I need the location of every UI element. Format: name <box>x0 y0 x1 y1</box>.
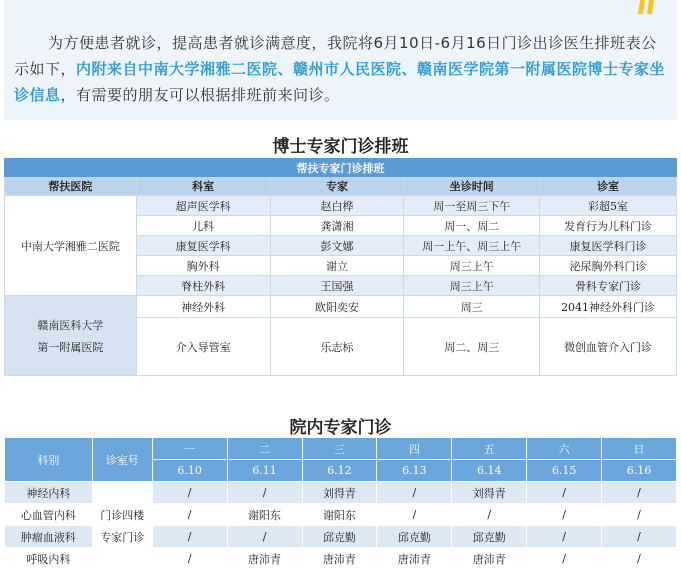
cell-expert: 乐志标 <box>270 318 404 376</box>
cell-doctor: 唐沛青 <box>377 548 452 570</box>
header-day: 六 <box>527 438 602 460</box>
cell-doctor: / <box>152 482 227 504</box>
cell-room <box>92 482 152 570</box>
cell-dept: 神经外科 <box>136 296 270 318</box>
cell-time: 周一、周二 <box>404 216 540 236</box>
cell-doctor: / <box>527 504 602 526</box>
table-caption: 帮扶专家门诊排班 <box>5 159 677 177</box>
cell-room: 康复医学科门诊 <box>540 236 677 256</box>
cell-time: 周一至周三下午 <box>404 196 540 216</box>
cell-doctor: 谢阳东 <box>302 504 377 526</box>
section-title-doctor-experts: 博士专家门诊排班 <box>272 137 409 157</box>
table-row <box>5 296 677 318</box>
cell-doctor: 邱克勤 <box>302 526 377 548</box>
header-hospital: 帮扶医院 <box>5 177 137 196</box>
cell-dept: 心血管内科 <box>5 504 93 526</box>
cell-doctor: / <box>452 504 527 526</box>
cell-room: 微创血管介入门诊 <box>540 318 677 376</box>
cell-expert: 王国强 <box>270 276 404 296</box>
expert-schedule-table <box>4 158 677 376</box>
table-row <box>5 482 677 504</box>
cell-doctor: / <box>602 548 677 570</box>
cell-doctor: / <box>227 482 302 504</box>
inhouse-schedule-table <box>4 437 677 570</box>
cell-doctor: / <box>527 482 602 504</box>
cell-doctor: 刘得青 <box>452 482 527 504</box>
cell-room: 泌尿胸外科门诊 <box>540 256 677 276</box>
header-expert: 专家 <box>270 177 404 196</box>
header-department: 科室 <box>136 177 270 196</box>
header-day: 四 <box>377 438 452 460</box>
cell-doctor: 唐沛青 <box>452 548 527 570</box>
cell-dept: 儿科 <box>136 216 270 236</box>
intro-text-before: 为方便患者就诊，提高患者就诊满意度，我院将6月10日-6月16日门诊出诊医生排班表公示如下， <box>14 34 657 78</box>
header-day: 日 <box>602 438 677 460</box>
cell-doctor: / <box>527 526 602 548</box>
cell-dept: 超声医学科 <box>136 196 270 216</box>
header-day: 二 <box>227 438 302 460</box>
cell-dept: 康复医学科 <box>136 236 270 256</box>
cell-doctor: / <box>602 482 677 504</box>
cell-room: 彩超5室 <box>540 196 677 216</box>
cell-doctor: 唐沛青 <box>302 548 377 570</box>
header-date: 6.13 <box>377 460 452 482</box>
cell-dept: 神经内科 <box>5 482 93 504</box>
cell-expert: 彭文娜 <box>270 236 404 256</box>
table-row <box>5 196 677 216</box>
cell-time: 周三上午 <box>404 256 540 276</box>
hospital-b-line1: 赣南医科大学 <box>37 318 104 332</box>
room-line1: 门诊四楼 <box>100 508 145 522</box>
cell-room: 发育行为儿科门诊 <box>540 216 677 236</box>
cell-doctor: / <box>152 526 227 548</box>
cell-doctor: / <box>377 504 452 526</box>
header-day: 一 <box>152 438 227 460</box>
header-date: 6.11 <box>227 460 302 482</box>
header-room-number: 诊室号 <box>92 438 152 482</box>
cell-dept: 肿瘤血液科 <box>5 526 93 548</box>
header-day: 五 <box>452 438 527 460</box>
header-date: 6.16 <box>602 460 677 482</box>
cell-expert: 谢立 <box>270 256 404 276</box>
intro-paragraph <box>14 30 667 108</box>
cell-doctor: 刘得青 <box>302 482 377 504</box>
header-day: 三 <box>302 438 377 460</box>
cell-time: 周三 <box>404 296 540 318</box>
intro-panel <box>4 0 677 120</box>
cell-expert: 欧阳奕安 <box>270 296 404 318</box>
header-date: 6.12 <box>302 460 377 482</box>
cell-dept: 介入导管室 <box>136 318 270 376</box>
hospital-name-b <box>5 296 137 376</box>
section-title-inhouse-experts: 院内专家门诊 <box>289 418 392 438</box>
header-date: 6.15 <box>527 460 602 482</box>
cell-doctor: / <box>527 548 602 570</box>
cell-doctor: 邱克勤 <box>452 526 527 548</box>
cell-doctor: / <box>152 504 227 526</box>
cell-doctor: / <box>377 482 452 504</box>
cell-dept: 呼吸内科 <box>5 548 93 570</box>
room-line2: 专家门诊 <box>100 530 145 544</box>
cell-doctor: / <box>602 526 677 548</box>
header-room: 诊室 <box>540 177 677 196</box>
hospital-b-line2: 第一附属医院 <box>37 340 104 354</box>
intro-highlight: 内附来自中南大学湘雅二医院、赣州市人民医院、赣南医学院第一附属医院博士专家坐诊信息 <box>14 60 666 104</box>
cell-doctor: 谢阳东 <box>227 504 302 526</box>
cell-time: 周一上午、周三上午 <box>404 236 540 256</box>
cell-room: 2041神经外科门诊 <box>540 296 677 318</box>
cell-dept: 脊柱外科 <box>136 276 270 296</box>
cell-time: 周二、周三 <box>404 318 540 376</box>
cell-time: 周三上午 <box>404 276 540 296</box>
cell-room: 骨科专家门诊 <box>540 276 677 296</box>
cell-doctor: 唐沛青 <box>227 548 302 570</box>
cell-doctor: / <box>152 548 227 570</box>
intro-text-after: ，有需要的朋友可以根据排班前来问诊。 <box>60 86 340 104</box>
cell-doctor: / <box>602 504 677 526</box>
quote-decoration-icon <box>638 0 658 14</box>
cell-expert: 龚潇湘 <box>270 216 404 236</box>
hospital-name-a: 中南大学湘雅二医院 <box>5 196 137 296</box>
header-dept: 科别 <box>5 438 93 482</box>
header-date: 6.10 <box>152 460 227 482</box>
header-date: 6.14 <box>452 460 527 482</box>
cell-doctor: / <box>227 526 302 548</box>
cell-expert: 赵白桦 <box>270 196 404 216</box>
cell-doctor: 邱克勤 <box>377 526 452 548</box>
header-time: 坐诊时间 <box>404 177 540 196</box>
cell-dept: 胸外科 <box>136 256 270 276</box>
